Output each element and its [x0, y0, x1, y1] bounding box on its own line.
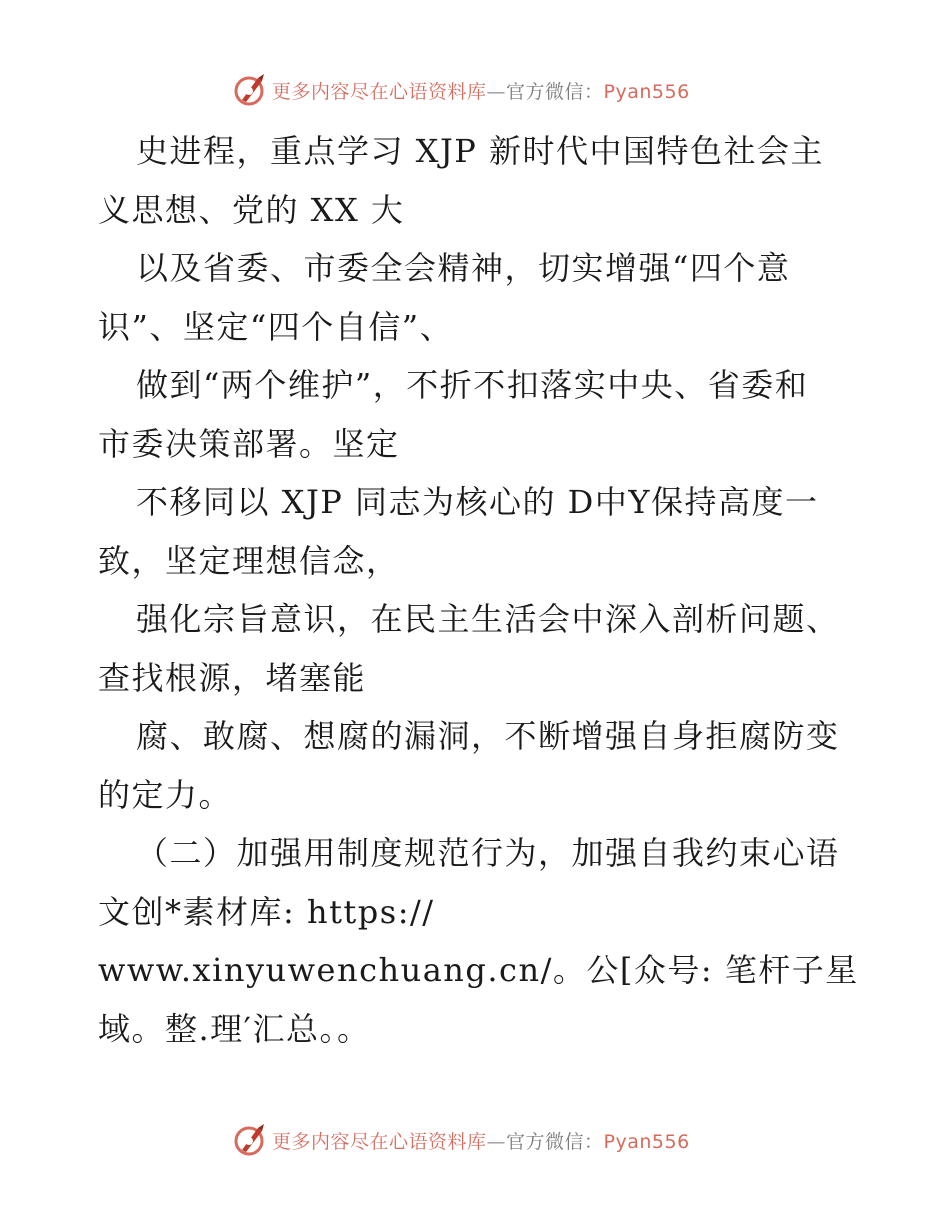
- text-line: 史进程，重点学习 XJP 新时代中国特色社会主: [136, 132, 824, 170]
- text-line: 腐、敢腐、想腐的漏洞，不断增强自身拒腐防变: [136, 717, 840, 755]
- text-line: 查找根源，堵塞能: [98, 658, 367, 697]
- text-line: 域。整.理′汇总。。: [98, 1009, 371, 1048]
- text-line: 的定力。: [98, 775, 233, 814]
- text-line: 不移同以 XJP 同志为核心的 D中Y保持高度一: [136, 483, 819, 521]
- watermark-label: 官方微信：: [506, 1130, 604, 1153]
- text-line: 以及省委、市委全会精神，切实增强“四个意: [136, 249, 791, 287]
- text-line: 识”、坚定“四个自信”、: [98, 307, 454, 346]
- footer-watermark: [232, 1120, 690, 1160]
- quill-pen-seal-icon: [232, 1122, 268, 1158]
- text-line: 文创*素材库: https://: [98, 892, 435, 931]
- text-line: 市委决策部署。坚定: [98, 424, 400, 463]
- watermark-separator: —: [486, 1130, 507, 1153]
- text-line: www.xinyuwenchuang.cn/。公[众号: 笔杆子星: [98, 951, 859, 989]
- text-line: 强化宗旨意识，在民主生活会中深入剖析问题、: [136, 600, 840, 638]
- watermark-separator: —: [486, 80, 507, 103]
- watermark-id: Pyan556: [603, 1130, 690, 1153]
- watermark-label: 官方微信：: [506, 80, 604, 103]
- text-line: 致，坚定理想信念，: [98, 541, 400, 580]
- watermark-id: Pyan556: [603, 80, 690, 103]
- header-watermark: [232, 70, 690, 110]
- text-line: 义思想、党的 XX 大: [98, 190, 405, 229]
- quill-pen-seal-icon: [232, 72, 268, 108]
- body-text: [98, 122, 858, 1058]
- text-line: 做到“两个维护”，不折不扣落实中央、省委和: [136, 366, 809, 404]
- watermark-brand: 更多内容尽在心语资料库: [272, 1130, 487, 1153]
- watermark-brand: 更多内容尽在心语资料库: [272, 80, 487, 103]
- text-line: （二）加强用制度规范行为，加强自我约束心语: [136, 834, 840, 872]
